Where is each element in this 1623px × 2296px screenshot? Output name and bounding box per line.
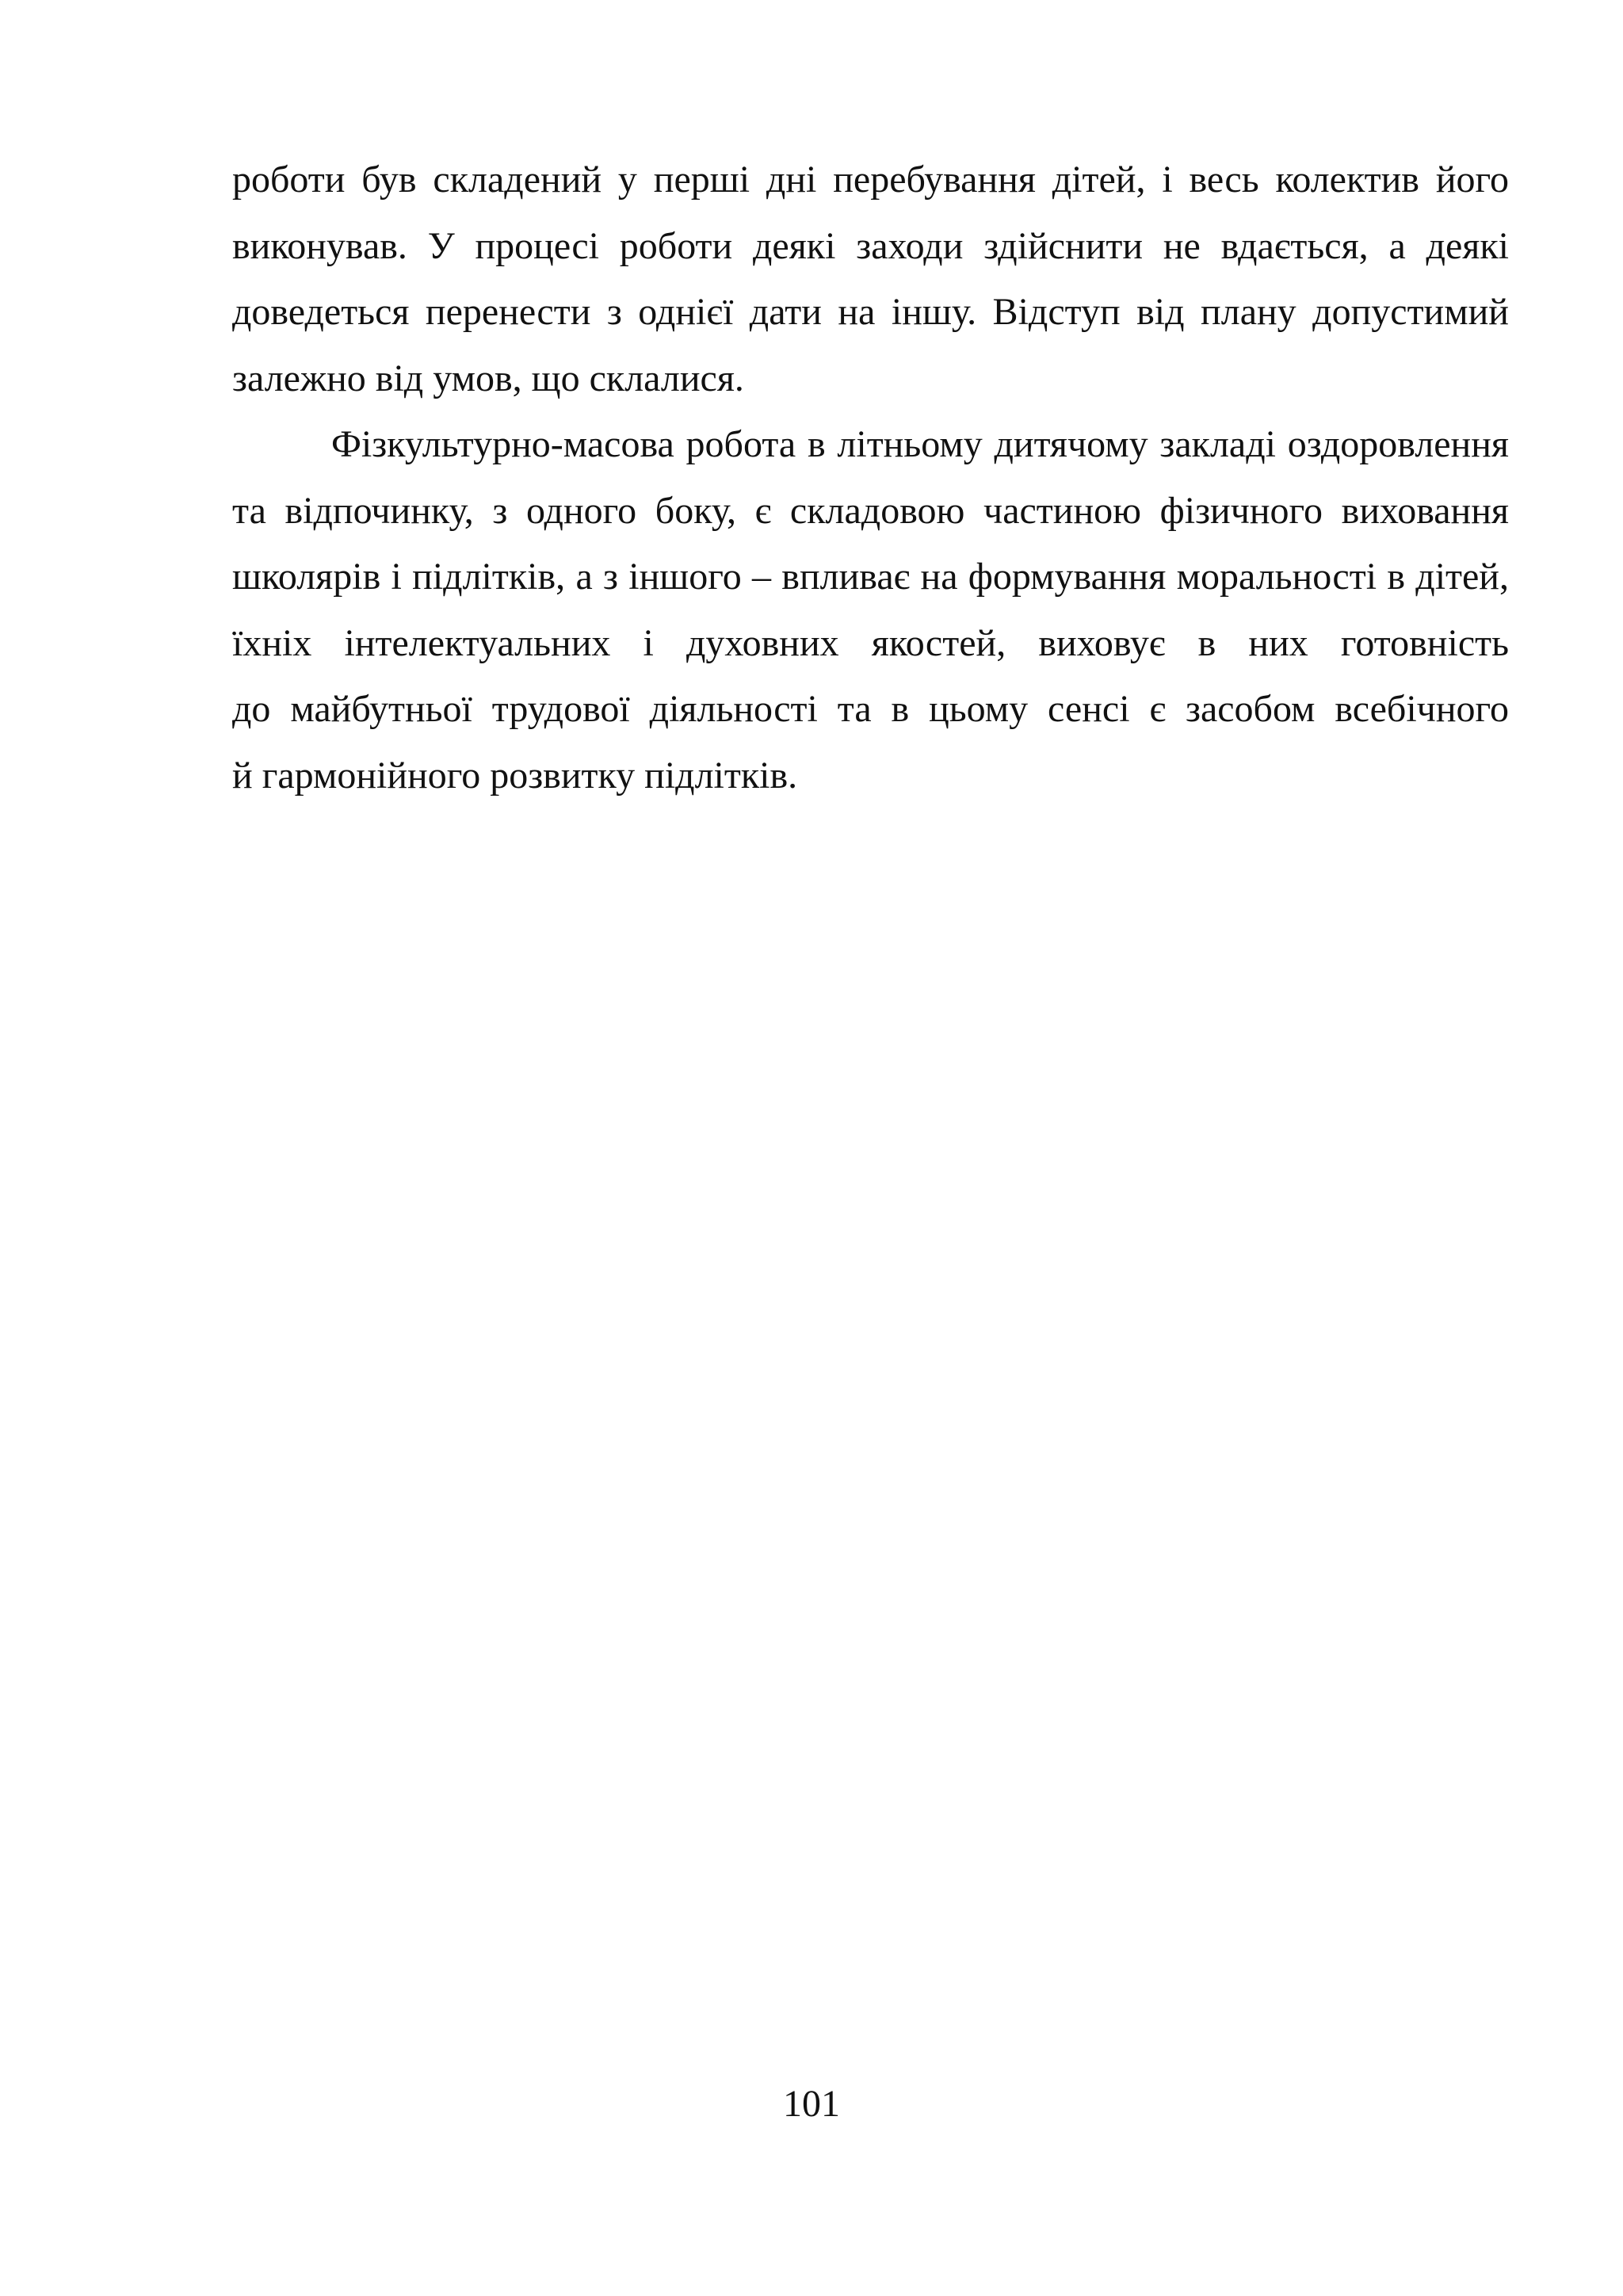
- text-line: до майбутньої трудової діяльності та в цьому сенсі є засобом всебічного: [232, 688, 1509, 730]
- text-line: та відпочинку, з одного боку, є складовою частиною фізичного виховання: [232, 489, 1509, 532]
- text-line: Фізкультурно-масова робота в літньому дитячому закладі оздоровлення: [331, 423, 1509, 465]
- text-line: школярів і підлітків, а з іншого – впливає на формування моральності в дітей,: [232, 556, 1509, 598]
- text-line: й гармонійного розвитку підлітків.: [232, 754, 798, 797]
- paragraph: [232, 147, 1509, 411]
- text-line: роботи був складений у перші дні перебування дітей, і весь колектив його: [232, 159, 1509, 201]
- text-line: доведеться перенести з однієї дати на іншу. Відступ від плану допустимий: [232, 291, 1509, 333]
- text-line: виконував. У процесі роботи деякі заходи здійснити не вдається, а деякі: [232, 224, 1509, 267]
- text-line: залежно від умов, що склалися.: [232, 357, 744, 399]
- body-text: [232, 147, 1509, 808]
- page-number: 101: [783, 2083, 840, 2125]
- text-line: їхніх інтелектуальних і духовних якостей, виховує в них готовність: [232, 621, 1509, 664]
- paragraph: [232, 411, 1509, 808]
